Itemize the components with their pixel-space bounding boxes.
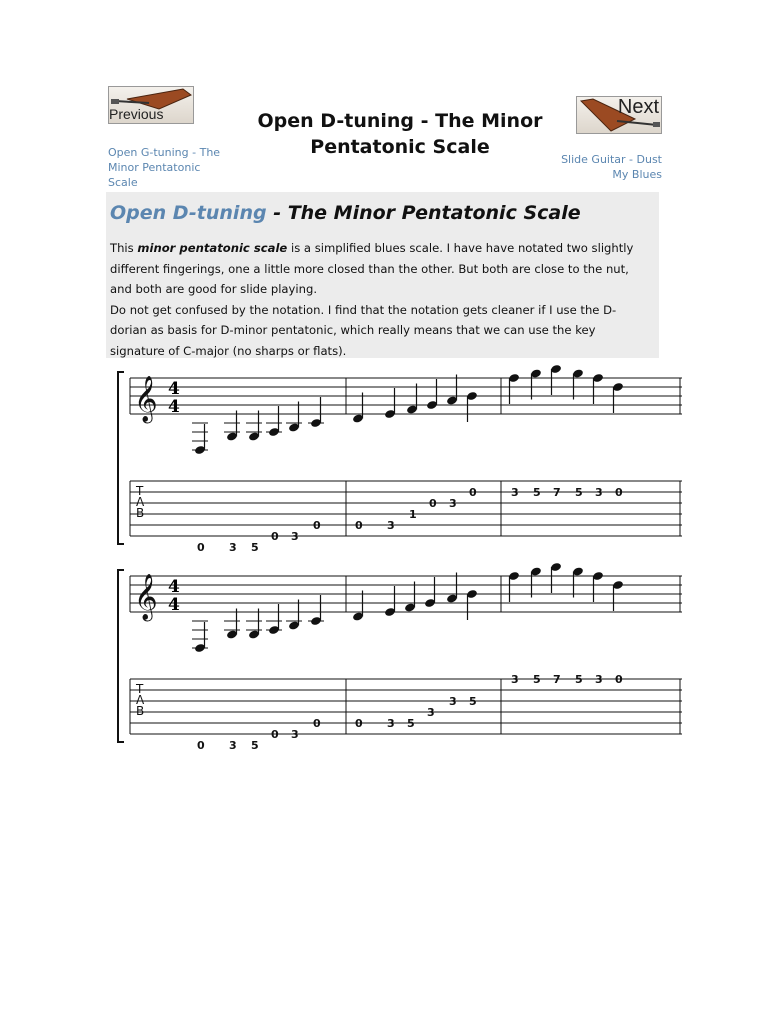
tab-fret-number: 3 xyxy=(511,673,519,686)
tab-fret-number: 3 xyxy=(229,541,237,554)
next-page-link[interactable]: Slide Guitar - Dust My Blues xyxy=(561,153,662,181)
tab-fret-number: 5 xyxy=(533,673,541,686)
tab-fret-number: 0 xyxy=(469,486,477,499)
intro-text xyxy=(110,238,650,361)
tab-letter: A xyxy=(136,495,145,509)
tab-fret-number: 5 xyxy=(407,717,415,730)
tab-letter: T xyxy=(136,682,144,696)
tab-fret-number: 7 xyxy=(553,486,561,499)
time-signature-top: 4 xyxy=(168,577,180,597)
time-signature-bottom: 4 xyxy=(168,595,180,615)
tab-letter: B xyxy=(136,506,145,520)
tab-fret-number: 3 xyxy=(291,530,299,543)
intro-p1-pre: This xyxy=(110,241,138,255)
treble-clef-icon: 𝄞 xyxy=(134,376,158,422)
time-signature-bottom: 4 xyxy=(168,397,180,417)
tab-fret-number: 0 xyxy=(355,717,363,730)
tab-fret-number: 3 xyxy=(595,673,603,686)
tab-fret-number: 0 xyxy=(615,673,623,686)
tab-fret-number: 0 xyxy=(313,717,321,730)
tab-fret-number: 5 xyxy=(469,695,477,708)
tab-letter: B xyxy=(136,704,145,718)
tab-fret-number: 5 xyxy=(251,739,259,752)
tab-fret-number: 3 xyxy=(229,739,237,752)
notation-system-2 xyxy=(0,562,768,752)
tab-fret-number: 3 xyxy=(387,717,395,730)
section-heading xyxy=(110,202,581,224)
tab-fret-number: 3 xyxy=(387,519,395,532)
tab-fret-number: 0 xyxy=(197,541,205,554)
time-signature-top: 4 xyxy=(168,379,180,399)
tab-fret-number: 5 xyxy=(575,486,583,499)
tab-fret-number: 3 xyxy=(449,695,457,708)
next-label: Next xyxy=(617,96,659,118)
tab-fret-number: 0 xyxy=(197,739,205,752)
tab-letter: T xyxy=(136,484,144,498)
previous-page-link[interactable]: Open G-tuning - The Minor Pentatonic Scale xyxy=(108,146,221,189)
system-bracket xyxy=(118,372,124,544)
tab-fret-number: 0 xyxy=(615,486,623,499)
next-button[interactable] xyxy=(576,96,662,134)
intro-p1-post: is a simplified blues scale. I have have notated two slightly different fingerings, one a little more closed than the other. But both are close to the nut, and both are good for slide playing. xyxy=(110,241,634,296)
tab-fret-number: 5 xyxy=(533,486,541,499)
tab-fret-number: 0 xyxy=(429,497,437,510)
tab-fret-number: 7 xyxy=(553,673,561,686)
previous-label: Previous xyxy=(109,106,164,122)
page-title: Open D-tuning - The Minor Pentatonic Scale xyxy=(257,110,543,158)
tab-fret-number: 1 xyxy=(409,508,417,521)
tab-fret-number: 0 xyxy=(355,519,363,532)
treble-clef-icon: 𝄞 xyxy=(134,574,158,620)
tab-fret-number: 5 xyxy=(575,673,583,686)
intro-paragraph-1 xyxy=(110,238,650,300)
tab-fret-number: 0 xyxy=(271,530,279,543)
tab-fret-number: 0 xyxy=(271,728,279,741)
tab-fret-number: 3 xyxy=(511,486,519,499)
tab-fret-number: 3 xyxy=(291,728,299,741)
notation-system-1 xyxy=(0,364,768,554)
tab-fret-number: 3 xyxy=(595,486,603,499)
section-heading-rest: - The Minor Pentatonic Scale xyxy=(266,202,581,224)
previous-button[interactable] xyxy=(108,86,194,124)
content-box xyxy=(106,192,659,358)
intro-p1-em: minor pentatonic scale xyxy=(137,241,288,255)
section-heading-link[interactable]: Open D-tuning xyxy=(110,202,267,224)
system-bracket xyxy=(118,570,124,742)
tab-fret-number: 3 xyxy=(427,706,435,719)
tab-fret-number: 0 xyxy=(313,519,321,532)
tab-letter: A xyxy=(136,693,145,707)
tab-fret-number: 3 xyxy=(449,497,457,510)
intro-paragraph-2: Do not get confused by the notation. I find that the notation gets cleaner if I use the D-dorian as basis for D-minor pentatonic, which really means that we can use the key signature of C-major (no sharps or flats). xyxy=(110,302,617,358)
tab-fret-number: 5 xyxy=(251,541,259,554)
